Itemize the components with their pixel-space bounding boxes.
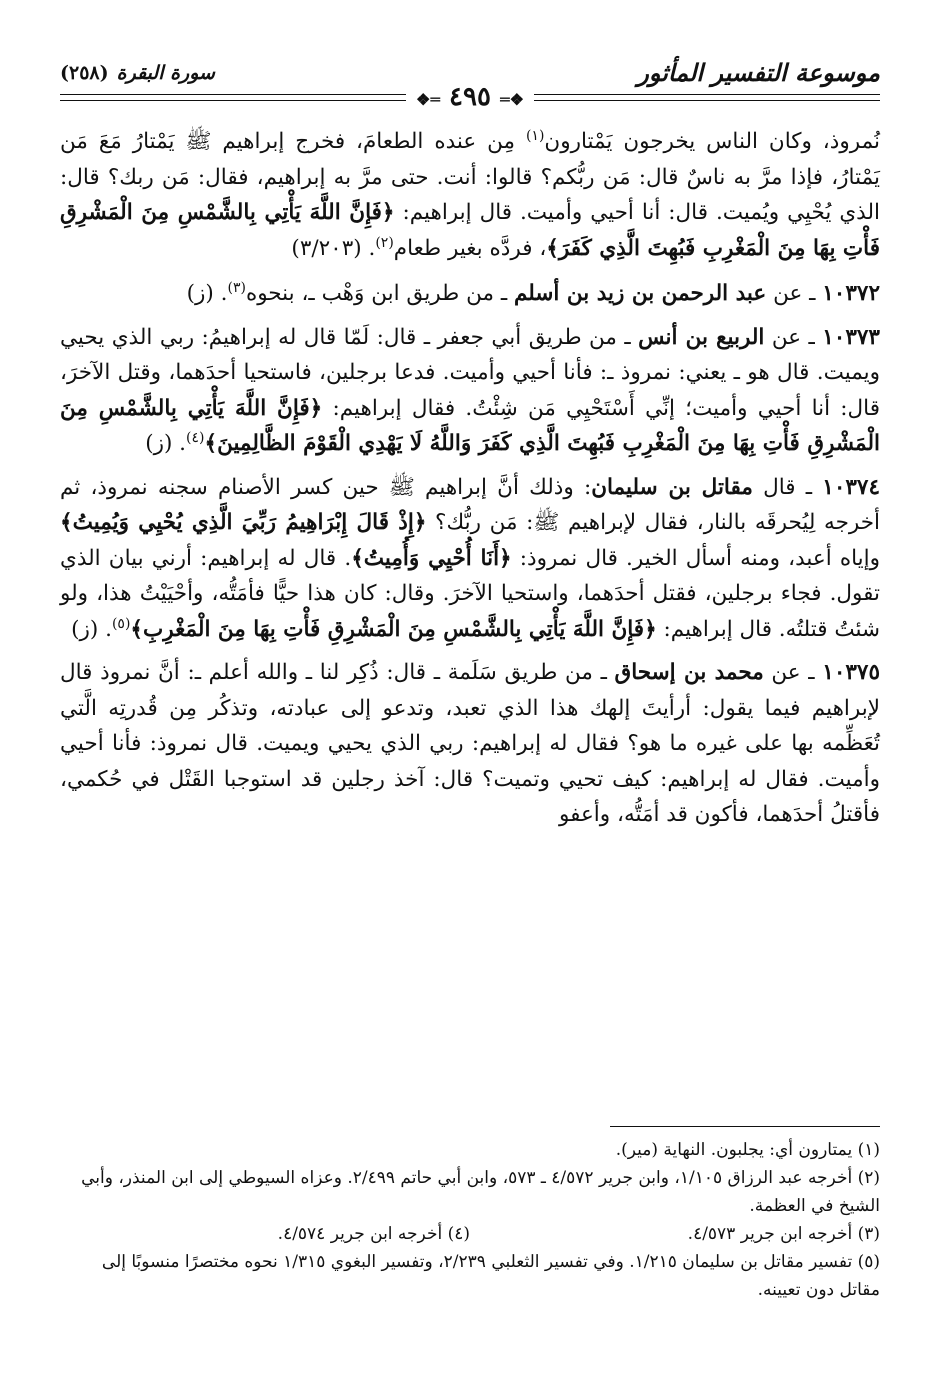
book-page [60,52,880,1352]
text-run: مِن عنده الطعامَ، فخرج إبراهيم ﷺ يَمْتارُ مَعَ مَن يَمْتارُ، فإذا مرَّ به ناسٌ قال: مَن ربُّكم؟ قالوا: أنت. حتى مرَّ به إبراهيم، فقال: مَن ربك؟ قال: الذي يُحْيِي ويُميت. قال: أنا أحيي وأميت. قال إبراهيم: [60,129,880,225]
footnote-ref: (٢) [375,234,394,251]
quran-verse: ﴿فَإِنَّ اللَّهَ يَأْتِي بِالشَّمْسِ مِنَ الْمَشْرِقِ فَأْتِ بِهَا مِنَ الْمَغْرِبِ فَبُهِتَ الَّذِي كَفَرَ﴾ [60,200,880,261]
text-run: . (٣/٢٠٣) [291,235,376,261]
footnote-5: (٥) تفسير مقاتل بن سليمان ١/٢١٥. وفي تفسير الثعلبي ٢/٢٣٩، وتفسير البغوي ١/٣١٥ نحوه مختصرًا منسوبًا إلى مقاتل دون تعيينه. [101,1252,880,1300]
footnote-ref: (٣) [227,279,246,296]
footnote-row [60,1220,880,1248]
quran-verse: ﴿أَنَا أُحْيِي وَأُمِيتُ﴾ [351,545,512,571]
running-header [60,52,880,112]
text-run: ـ من طريق أبي جعفر ـ قال: لَمّا قال له إبراهيمُ: ربي الذي يحيي ويميت. قال هو ـ يعني: نمروذ ـ: فأنا أحيي وأميت. فدعا برجلين، فاستحيا أحدَهما، وقتل الآخرَ، قال: أنا أحيي وأميت؛ إنِّي أَسْتَحْيِي مَن شِئْتُ. فقال إبراهيم: [60,324,880,421]
text-run: نُمروذ، وكان الناس يخرجون يَمْتارون [544,129,880,154]
text-run: ، فردَّه بغير طعام [393,235,547,261]
verse-number: (٢٥٨) [60,62,109,84]
text-run: . قال له إبراهيم: أرني بيان الذي تقول. فجاء برجلين، فقتل أحدَهما، واستحيا الآخرَ. وقال: كان هذا حيًّا فأمَتُّه، وأحْيَيْتُ هذا، ولو شئتُ قتلتُه. قال إبراهيم: [60,545,880,642]
text-run: ـ عن [764,324,823,350]
narration-number: ١٠٣٧٥ [822,660,881,685]
narrator-name: محمد بن إسحاق [614,660,764,685]
book-title: موسوعة التفسير المأثور [637,58,880,87]
page-number-value: ٤٩٥ [449,82,491,112]
narration-number: ١٠٣٧٢ [822,281,880,306]
footnote-3: (٣) أخرجه ابن جرير ٤/٥٧٣. [687,1224,880,1244]
paragraph [60,470,880,648]
text-run: . (ز) [186,281,228,306]
text-run: ـ عن [763,660,823,685]
footnotes [60,1136,880,1304]
page-number [406,82,534,112]
ornament-left-icon: ═❖ [416,90,440,109]
sura-reference [60,62,215,84]
footnote-ref: (١) [525,127,545,144]
text-run: ـ من طريق ابن وَهْب ـ، بنحوه [245,281,514,306]
narrator-name: عبد الرحمن بن زيد بن أسلم [513,281,767,306]
narrator-name: الربيع بن أنس [638,324,765,350]
footnote-rule [610,1126,880,1127]
main-text [60,124,880,841]
footnote-1: (١) يمتارون أي: يجلبون. النهاية (مير). [615,1140,880,1160]
paragraph [60,655,880,833]
quran-verse: ﴿فَإِنَّ اللَّهَ يَأْتِي بِالشَّمْسِ مِنَ الْمَشْرِقِ فَأْتِ بِهَا مِنَ الْمَغْرِبِ﴾ [130,616,657,642]
quran-verse: ﴿إِذْ قَالَ إِبْرَاهِيمُ رَبِّيَ الَّذِي يُحْيِي وَيُمِيتُ﴾ [60,510,427,535]
footnote-4: (٤) أخرجه ابن جرير ٤/٥٧٤. [277,1224,470,1244]
text-run: ـ من طريق سَلَمة ـ قال: ذُكِر لنا ـ والله أعلم ـ: أنَّ نمروذ قال لإبراهيم فيما يقول: أرأيتَ إلهك هذا الذي تعبد، وتدعو إلى عبادته، وتذكُر مِن قُدرتِه الَّتي تُعَظِّمه بها على غيره ما هو؟ فقال له إبراهيم: ربي الذي يحيي ويميت. قال نمروذ: فأنا أحيي وأميت. فقال له إبراهيم: كيف تحيي وتميت؟ قال: آخذ رجلين قد استوجبا القَتْل في حُكمي، فأقتلُ أحدَهما، فأكون قد أمَتُّه، وأعفو [60,660,880,827]
text-run: : وذلك أنَّ إبراهيم ﷺ حين كسر الأصنام سجنه نمروذ، ثم أخرجه لِيُحرقَه بالنار، فقال لإبراهيم ﷺ: مَن ربُّك؟ [60,474,881,535]
footnote-2: (٢) أخرجه عبد الرزاق ١/١٠٥، وابن جرير ٤/٥٧٢ ـ ٥٧٣، وابن أبي حاتم ٢/٤٩٩. وعزاه السيوطي إلى ابن المنذر، وأبي الشيخ في العظمة. [81,1168,880,1216]
narrator-name: مقاتل بن سليمان [591,474,753,500]
narration-number: ١٠٣٧٣ [822,324,880,350]
footnote-ref: (٥) [111,615,131,632]
footnote-ref: (٤) [186,429,205,446]
text-run: . (ز) [145,431,187,456]
ornament-right-icon: ❖═ [500,90,524,109]
text-run: ـ قال [752,474,823,500]
text-run: . (ز) [71,616,112,642]
text-run: ـ عن [766,281,823,306]
text-run: وإياه أعبد، ومنه أسأل الخير. قال نمروذ: [511,545,880,571]
paragraph [60,320,880,462]
quran-verse: ﴿فَإِنَّ اللَّهَ يَأْتِي بِالشَّمْسِ مِنَ الْمَشْرِقِ فَأْتِ بِهَا مِنَ الْمَغْرِبِ فَبُهِتَ الَّذِي كَفَرَ وَاللَّهُ لَا يَهْدِي الْقَوْمَ الظَّالِمِينَ﴾ [60,395,880,456]
paragraph [60,276,880,312]
sura-name: سورة البقرة [116,62,215,84]
narration-number: ١٠٣٧٤ [822,474,881,500]
paragraph [60,124,880,266]
